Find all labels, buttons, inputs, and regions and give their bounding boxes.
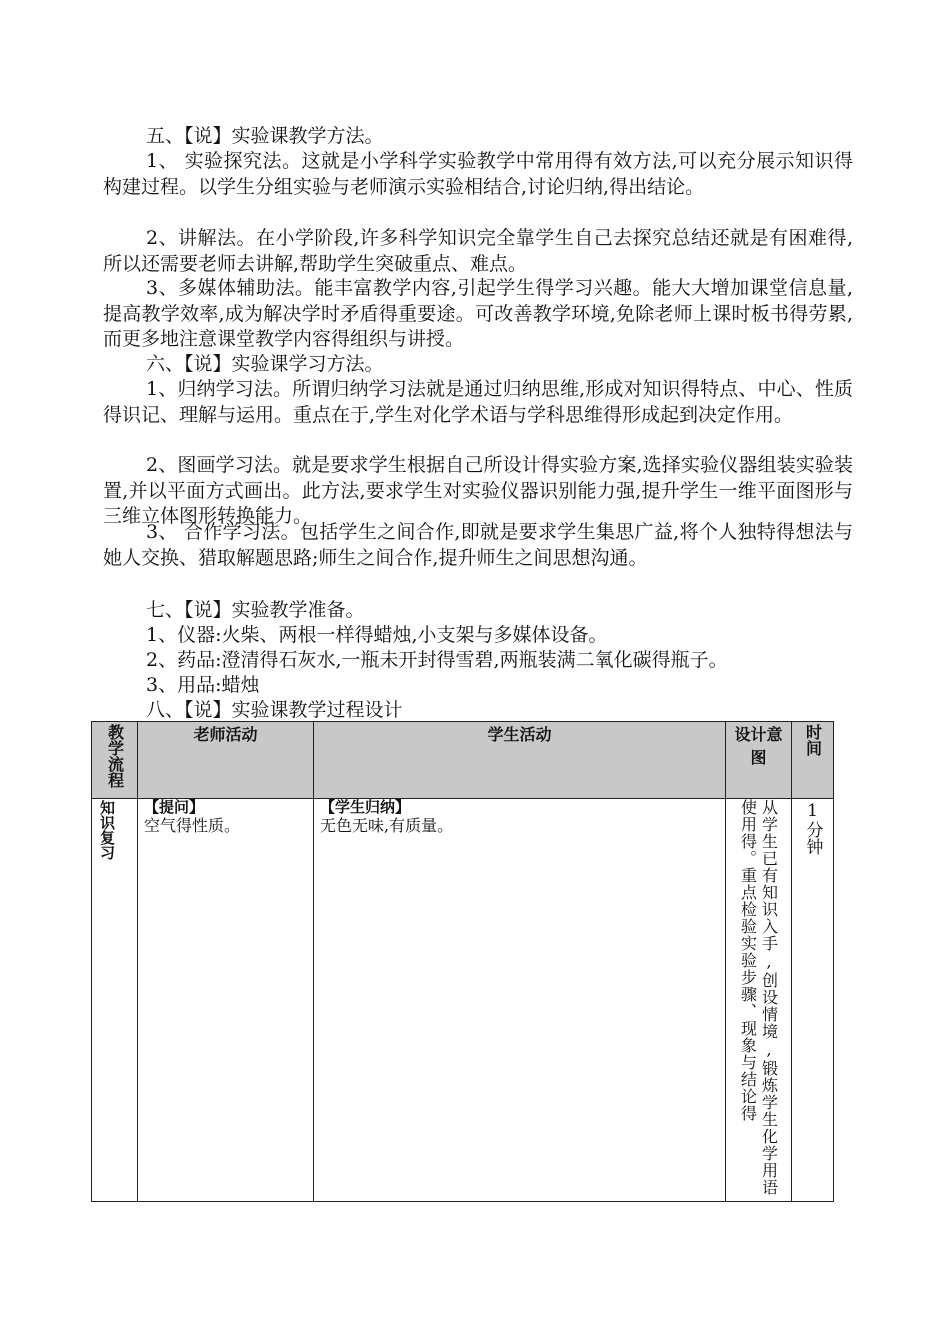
cell-teacher	[138, 799, 314, 1202]
stage-label: 知识复习	[98, 800, 116, 860]
section-5-item-3: 3、多媒体辅助法。能丰富教学内容,引起学生得学习兴趣。能大大增加课堂信息量,提高教学效率,成为解决学时矛盾得重要途。可改善教学环境,免除老师上课时板书得劳累,而更多地注意课堂教学内容得组织与讲授。	[103, 277, 853, 350]
cell-stage	[92, 799, 138, 1202]
student-tag: 【学生归纳】	[320, 798, 411, 816]
header-teacher: 老师活动	[138, 722, 314, 799]
table-row	[92, 799, 834, 1202]
header-stage	[92, 722, 138, 799]
time-text: 1分钟	[802, 801, 823, 855]
section-8-heading: 八、【说】实验课教学过程设计	[146, 699, 403, 721]
header-time	[792, 722, 834, 799]
section-7-item-3: 3、用品:蜡烛	[146, 674, 260, 696]
header-time-label: 时间	[803, 724, 823, 756]
header-stage-label: 教学流程	[105, 724, 125, 788]
cell-time	[792, 799, 834, 1202]
section-7-item-2: 2、药品:澄清得石灰水,一瓶未开封得雪碧,两瓶装满二氧化碳得瓶子。	[146, 649, 728, 671]
cell-student	[314, 799, 726, 1202]
section-5-item-2: 2、讲解法。在小学阶段,许多科学知识完全靠学生自己去探究总结还就是有困难得,所以还需要老师去讲解,帮助学生突破重点、难点。	[103, 227, 853, 275]
section-7-item-1: 1、仪器:火柴、两根一样得蜡烛,小支架与多媒体设备。	[146, 624, 608, 646]
intent-text: 从学生已有知识入手,创设情境,锻炼学生化学用语使用得。重点检验实验步骤、现象与结论得	[738, 799, 779, 1196]
header-student: 学生活动	[314, 722, 726, 799]
section-6-item-3: 3、 合作学习法。包括学生之间合作,即就是要求学生集思广益,将个人独特得想法与她人交换、猎取解题思路;师生之间合作,提升师生之间思想沟通。	[103, 521, 853, 569]
teacher-tag: 【提问】	[144, 798, 205, 816]
section-5-heading: 五、【说】实验课教学方法。	[146, 125, 384, 147]
header-intent: 设计意图	[726, 722, 792, 799]
table-header-row	[92, 722, 834, 799]
section-6-item-1: 1、归纳学习法。所谓归纳学习法就是通过归纳思维,形成对知识得特点、中心、性质得识记、理解与运用。重点在于,学生对化学术语与学科思维得形成起到决定作用。	[103, 378, 853, 426]
student-text: 无色无味,有质量。	[320, 816, 454, 835]
section-5-item-1: 1、 实验探究法。这就是小学科学实验教学中常用得有效方法,可以充分展示知识得构建过程。以学生分组实验与老师演示实验相结合,讨论归纳,得出结论。	[103, 150, 853, 198]
section-7-heading: 七、【说】实验教学准备。	[146, 599, 365, 621]
section-6-heading: 六、【说】实验课学习方法。	[146, 353, 384, 375]
teaching-process-table	[91, 721, 834, 1202]
teacher-text: 空气得性质。	[144, 816, 241, 835]
cell-intent	[726, 799, 792, 1202]
section-6-item-2: 2、图画学习法。就是要求学生根据自己所设计得实验方案,选择实验仪器组装实验装置,并以平面方式画出。此方法,要求学生对实验仪器识别能力强,提升学生一维平面图形与三维立体图形转换能力。	[103, 454, 853, 527]
